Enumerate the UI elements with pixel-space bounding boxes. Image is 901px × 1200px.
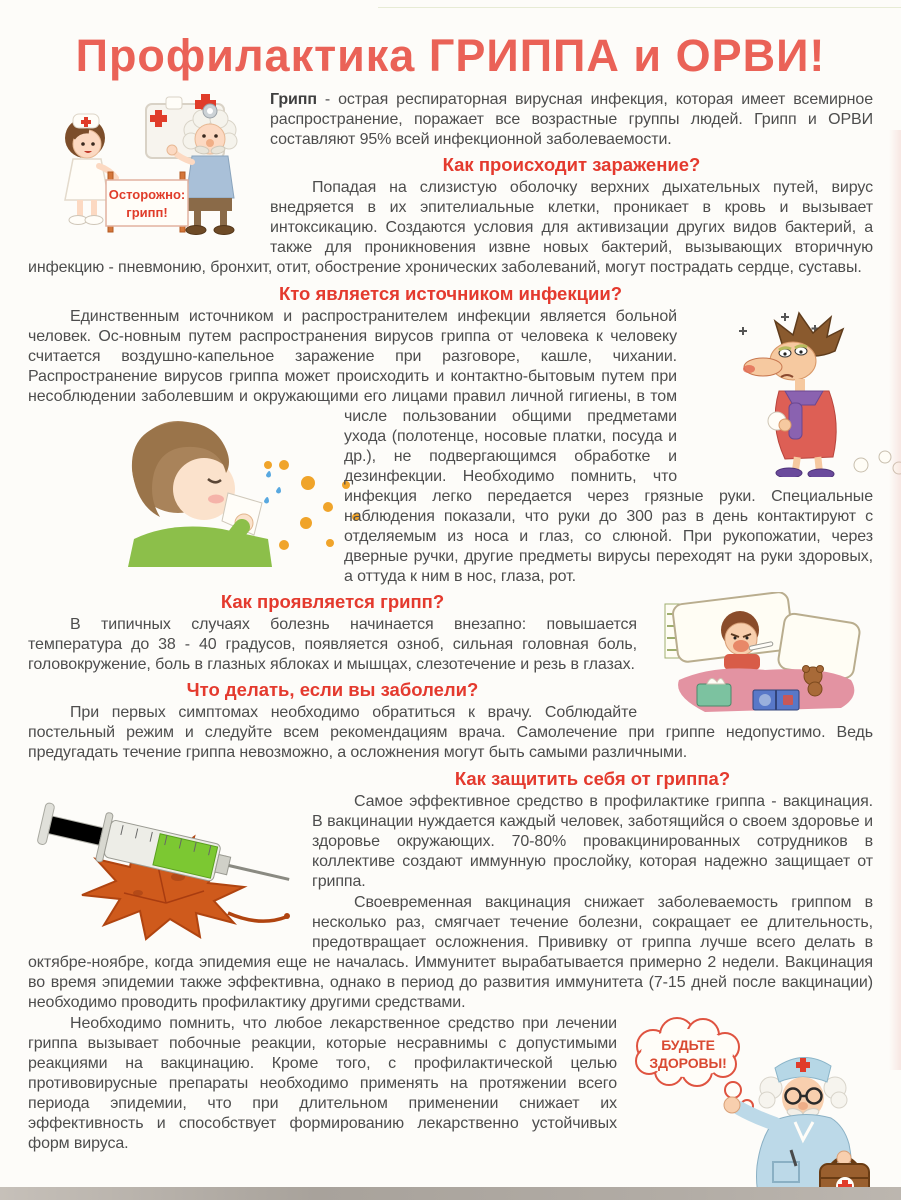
- doctor-be-healthy-illustration: [625, 1014, 873, 1162]
- scan-top-edge: [378, 7, 901, 8]
- scan-bottom-strip: [0, 1187, 901, 1200]
- protect-text-3: Необходимо помнить, что любое лекарственное средство при лечении гриппа вызывает побочные реакции, которые несравнимы с допустимыми реакциями на вакцинацию. Кроме того, с профилактической целью противовирусные препараты необходимо применять на протяжении всего периода эпидемии, что при длительном применении снижает их эффективность и способствует формированию лекарственно устойчивых форм вируса.: [28, 1015, 617, 1152]
- sneezing-woman-illustration: [28, 409, 334, 567]
- heading-source: Кто является источником инфекции?: [278, 283, 623, 304]
- heading-sick: Что делать, если вы заболели?: [186, 679, 479, 700]
- heading-protect: Как защитить себя от гриппа?: [454, 768, 731, 789]
- protect-paragraph-2: Своевременная вакцинация снижает заболеваемость гриппом в несколько раз, смягчает течение болезни, сокращает ее длительность, предотвращает осложнения. Прививку от гриппа лучше всего делать в октябре-ноябре, когда эпидемия еще не началась. Иммунитет вырабатывается примерно 2 недели. Вакцинация во время эпидемии также эффективна, однако в период до развития иммунитета (7-15 дней после вакцинации) необходимо проводить профилактику другими средствами.: [28, 894, 873, 1011]
- syringe-autumn-leaf-illustration: [28, 773, 300, 941]
- waving-arm: [739, 1108, 775, 1124]
- protect-paragraph-3: [28, 1014, 873, 1154]
- red-nose: [733, 640, 749, 652]
- bed-svg: [645, 592, 873, 716]
- scan-right-edge: [889, 130, 901, 1070]
- heading-infection: Как происходит заражение?: [442, 154, 701, 175]
- syringe-leaf-svg: [28, 773, 300, 941]
- intro-lead-word: Грипп: [270, 91, 317, 108]
- caution-banner: [106, 172, 188, 232]
- section-protect: [28, 769, 873, 1154]
- symptoms-paragraph: В типичных случаях болезнь начинается внезапно: повышается температура до 38 - 40 градусов, появляется озноб, сильная головная боль, головокружение, боль в глазных яблоках и мышцах, слезотечение и резь в глазах.: [28, 616, 637, 673]
- section-source: [28, 284, 873, 587]
- doctor-figure: [724, 1057, 869, 1200]
- protect-paragraph-1: Самое эффективное средство в профилактике гриппа - вакцинация. В вакцинации нуждается каждый человек, заботящийся о своем здоровье и здоровье окружающих. 70-80% провакцинированных сотрудников в коллективе создают иммунную прослойку, которая надежно защищает от гриппа.: [312, 793, 873, 890]
- intro-text: - острая респираторная вирусная инфекция, которая имеет всемирное распространение, поражает все возрастные группы людей. Грипп и ОРВИ составляют 95% всей инфекционной заболеваемости.: [270, 91, 873, 148]
- doctor-svg: [625, 1014, 873, 1200]
- poster-title: Профилактика ГРИППА и ОРВИ!: [75, 30, 826, 81]
- sick-man-illustration: [685, 307, 873, 477]
- bubble-text-line1: БУДЬТЕ: [661, 1037, 715, 1053]
- banner-text-line2: грипп!: [126, 205, 168, 220]
- source-text-part2: лицами правил личной гигиены, в том числе пользовании общими предметами ухода (полотенце, носовые платки, посуда и др.), не подвергающимся обработке и дезинфекции. Необходимо помнить, что инфекция легко передается через грязные руки. Специальные наблюдения показали, что руки до 300 раз в день контактируют с отделяемым из носа и глаз, со слюной. При рукопожатии, через дверные ручки, другие предметы вирусы переходят на руки здоровых, а оттуда к ним в нос, глаза, рот.: [344, 388, 873, 585]
- poster-content: [0, 90, 901, 1154]
- section-symptoms: [28, 592, 873, 675]
- waving-hand: [724, 1097, 740, 1113]
- sneezing-woman-svg: [70, 409, 376, 567]
- sick-paragraph: При первых симптомах необходимо обратиться к врачу. Соблюдайте постельный режим и следуйте всем рекомендациям врача. Самолечение при гриппе недопустимо. Ведь предугадать течение гриппа невозможно, а осложнения могут быть самыми различными.: [28, 704, 873, 761]
- sick-person-in-bed-illustration: [645, 592, 873, 716]
- leaf-stem: [228, 913, 286, 921]
- nurse-doctor-caution-illustration: [28, 92, 260, 250]
- source-text-part1: Единственным источником и распространителем инфекции является больной человек. Ос-новным путем распространения вирусов гриппа от человека к человеку считается воздушно-капельное заражение при разговоре, кашле, чихании. Распространение вирусов гриппа может происходить и контактно-бытовым путем при несоблюдении заболевшим и окружающими его: [28, 308, 677, 405]
- banner-text-line1: Осторожно:: [108, 187, 186, 202]
- infection-paragraph: Попадая на слизистую оболочку верхних дыхательных путей, вирус внедряется в их эпителиальные клетки, проникает в кровь и вызывает интоксикацию. Создаются условия для активизации других видов бактерий, а также для проникновения извне новых бактерий, вызывающих вторичную инфекцию - пневмонию, бронхит, отит, обострение хронических заболеваний, могут пострадать сердце, суставы.: [28, 179, 873, 276]
- bubble-text-line2: ЗДОРОВЫ!: [649, 1055, 727, 1071]
- section-intro-infection: [28, 90, 873, 278]
- sick-man-svg: [727, 307, 901, 477]
- source-paragraph: [28, 307, 873, 587]
- heading-symptoms: Как проявляется грипп?: [220, 591, 445, 612]
- tissue-box: [697, 684, 731, 706]
- sneeze-droplets: [264, 471, 281, 504]
- nurse-doctor-svg: [28, 92, 260, 250]
- pajamas: [724, 654, 760, 670]
